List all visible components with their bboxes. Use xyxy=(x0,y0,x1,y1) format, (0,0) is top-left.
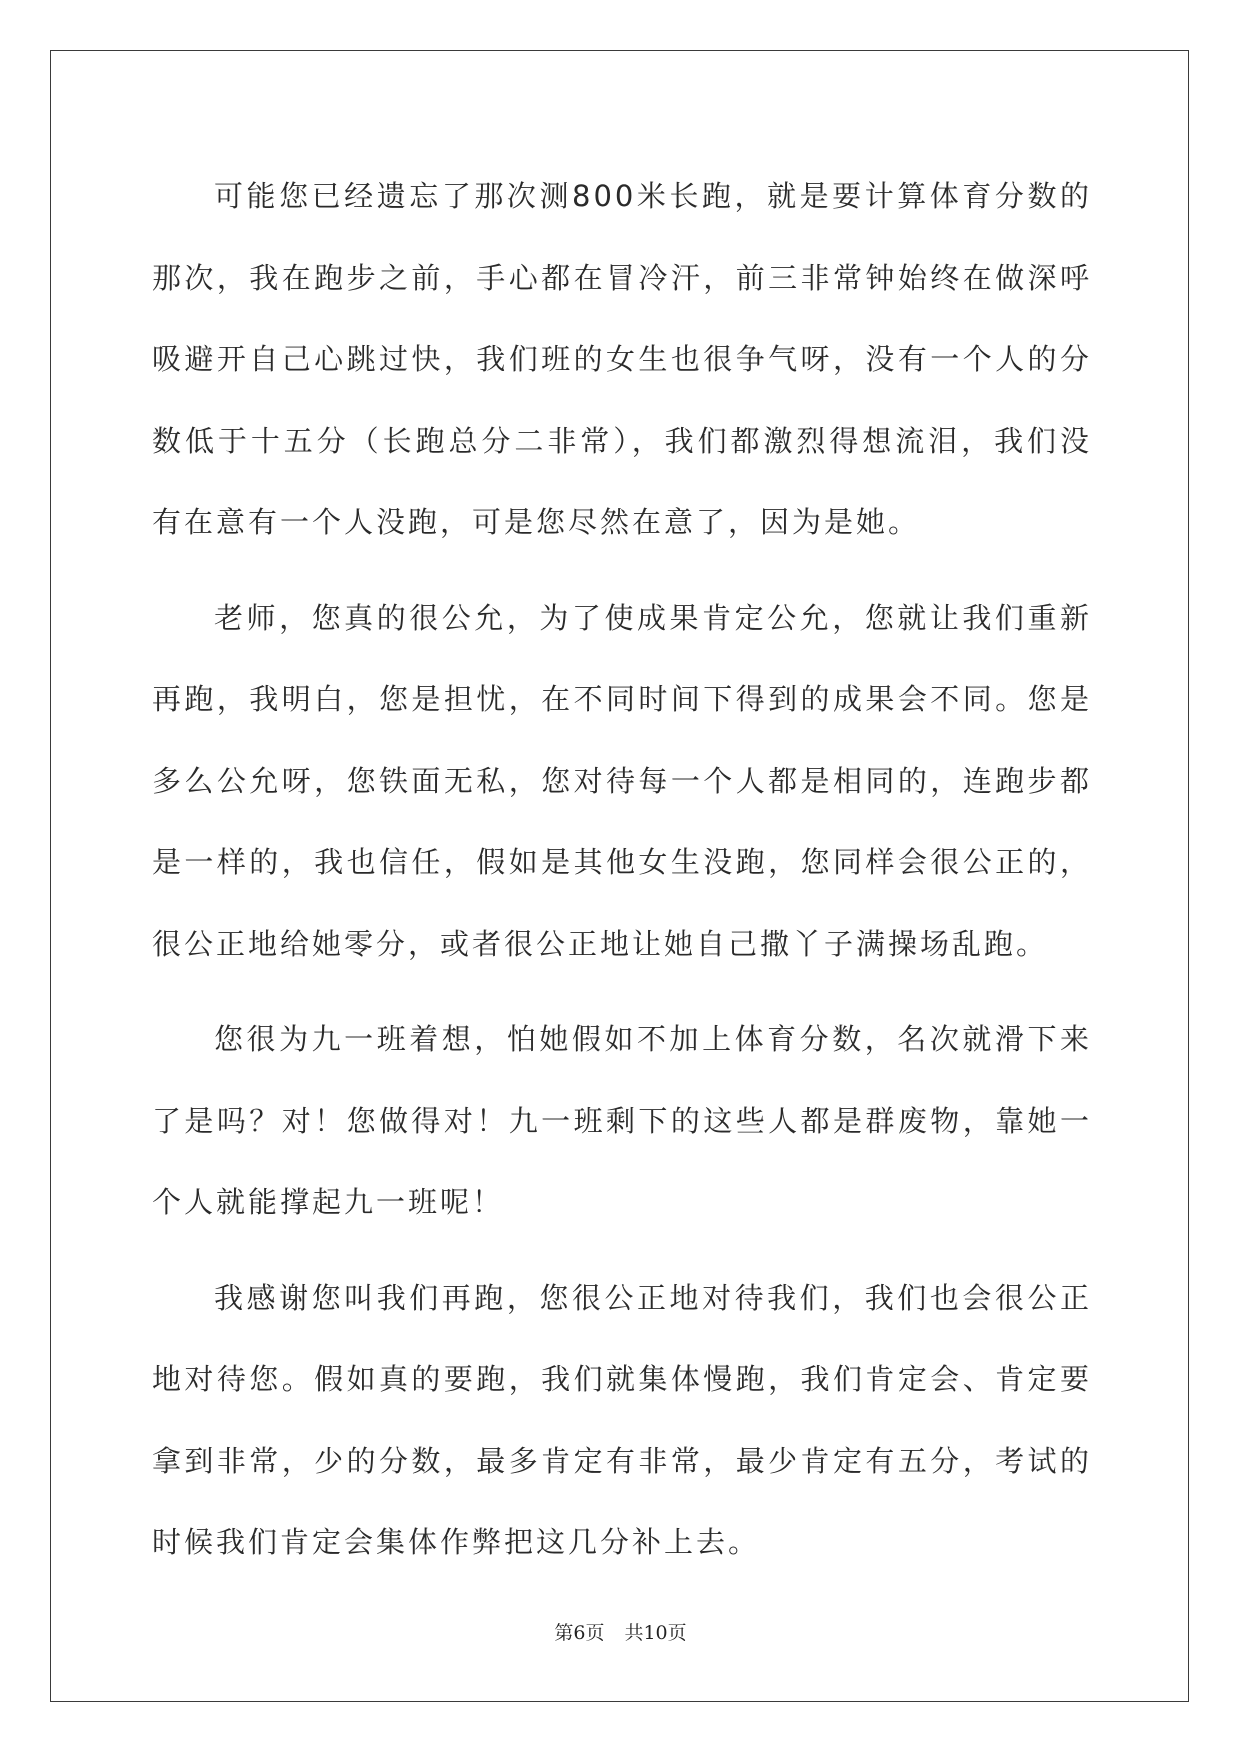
paragraph-3: 您很为九一班着想，怕她假如不加上体育分数，名次就滑下来了是吗？对！您做得对！九一班剩下的这些人都是群废物，靠她一个人就能撑起九一班呢！ xyxy=(152,1022,1092,1219)
document-body xyxy=(152,156,1092,1598)
page-number: 第6页 xyxy=(554,1622,605,1644)
paragraph-2: 老师，您真的很公允，为了使成果肯定公允，您就让我们重新再跑，我明白，您是担忧，在不同时间下得到的成果会不同。您是多么公允呀，您铁面无私，您对待每一个人都是相同的，连跑步都是一样的，我也信任，假如是其他女生没跑，您同样会很公正的，很公正地给她零分，或者很公正地让她自己撒丫子满操场乱跑。 xyxy=(152,600,1092,961)
page-footer xyxy=(0,1618,1241,1645)
paragraph-1: 可能您已经遗忘了那次测800米长跑，就是要计算体育分数的那次，我在跑步之前，手心都在冒冷汗，前三非常钟始终在做深呼吸避开自己心跳过快，我们班的女生也很争气呀，没有一个人的分数低于十五分（长跑总分二非常），我们都激烈得想流泪，我们没有在意有一个人没跑，可是您尽然在意了，因为是她。 xyxy=(152,179,1092,539)
paragraph-4: 我感谢您叫我们再跑，您很公正地对待我们，我们也会很公正地对待您。假如真的要跑，我们就集体慢跑，我们肯定会、肯定要拿到非常，少的分数，最多肯定有非常，最少肯定有五分，考试的时候我们肯定会集体作弊把这几分补上去。 xyxy=(152,1280,1092,1559)
page-total: 共10页 xyxy=(624,1622,687,1644)
